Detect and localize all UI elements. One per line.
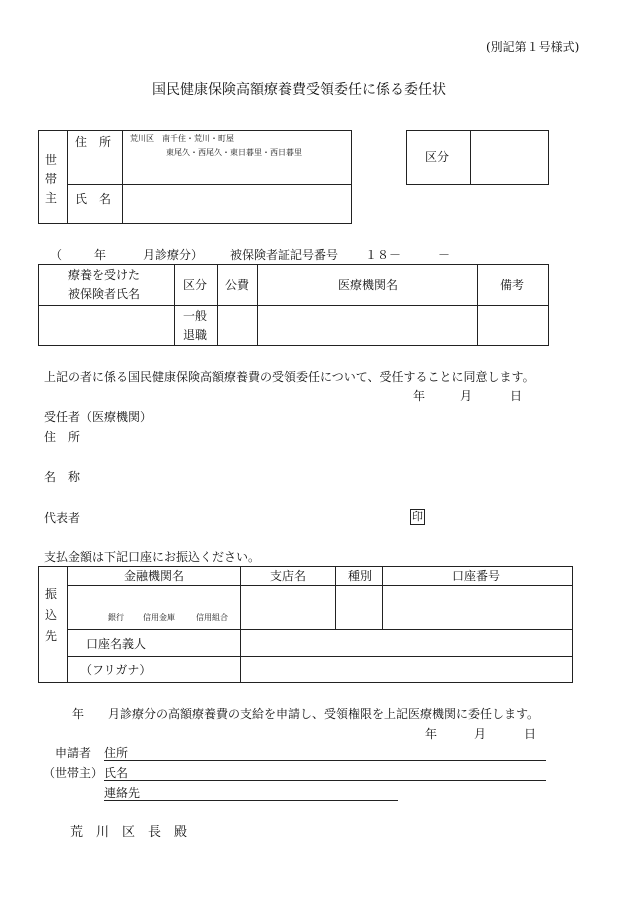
bank-type-bank[interactable]: 銀行 xyxy=(108,613,124,622)
request-date-month: 月 xyxy=(474,727,487,741)
applicant-name-label: 氏名 xyxy=(104,766,129,780)
account-number-header: 口座番号 xyxy=(452,569,501,583)
request-text: 月診療分の高額療養費の支給を申請し、受領権限を上記医療機関に委任します。 xyxy=(108,707,540,721)
address-area-line1: 荒川区 南千住・荒川・町屋 xyxy=(130,134,234,143)
bank-name-header: 金融機関名 xyxy=(124,569,185,583)
treatment-year: 年 xyxy=(94,248,107,262)
insured-name-header-2: 被保険者氏名 xyxy=(68,287,141,301)
category-option-general[interactable]: 一般 xyxy=(183,309,208,323)
applicant-address-label: 住所 xyxy=(104,746,129,760)
page-title: 国民健康保険高額療養費受領委任に係る委任状 xyxy=(152,82,446,98)
branch-name-header: 支店名 xyxy=(270,569,307,583)
treatment-month: 月診療分） xyxy=(143,248,204,262)
insured-name-header-1: 療養を受けた xyxy=(68,268,141,282)
form-number: (別記第１号様式) xyxy=(486,40,580,54)
address-area-line2: 東尾久・西尾久・東日暮里・西日暮里 xyxy=(166,148,302,157)
address-label: 住 所 xyxy=(75,135,112,149)
remarks-header: 備考 xyxy=(500,278,525,292)
category-header: 区分 xyxy=(183,278,208,292)
payment-intro: 支払金額は下記口座にお振込ください。 xyxy=(44,550,261,564)
request-date-year: 年 xyxy=(425,727,438,741)
public-expense-header: 公費 xyxy=(225,278,250,292)
applicant-label: 申請者 xyxy=(55,746,92,760)
category-label: 区分 xyxy=(425,150,450,164)
request-year: 年 xyxy=(72,707,85,721)
insurance-number-label: 被保険者証記号番号 xyxy=(230,248,339,262)
applicant-address-line[interactable] xyxy=(104,760,546,761)
bank-type-credit-union[interactable]: 信用組合 xyxy=(196,613,228,622)
contact-label: 連絡先 xyxy=(104,786,141,800)
account-holder-label: 口座名義人 xyxy=(86,637,147,651)
facility-name-header: 医療機関名 xyxy=(338,278,399,292)
contact-line[interactable] xyxy=(104,800,398,801)
furigana-label: （フリガナ） xyxy=(80,663,152,677)
consent-text: 上記の者に係る国民健康保険高額療養費の受領委任について、受任することに同意します。 xyxy=(44,370,535,384)
request-date-day: 日 xyxy=(524,727,537,741)
household-head-label-1: 世 xyxy=(45,153,58,167)
agent-heading: 受任者（医療機関） xyxy=(44,410,153,424)
household-head-label-2: 帯 xyxy=(45,172,58,186)
consent-date-day: 日 xyxy=(510,389,523,403)
account-type-header: 種別 xyxy=(348,569,373,583)
agent-representative-label: 代表者 xyxy=(44,511,81,525)
transfer-label-1: 振 xyxy=(45,587,58,601)
transfer-label-2: 込 xyxy=(45,608,58,622)
agent-name-label: 名 称 xyxy=(44,470,81,484)
household-head-paren-label: （世帯主） xyxy=(43,766,104,780)
agent-address-label: 住 所 xyxy=(44,430,81,444)
name-label: 氏 名 xyxy=(75,192,112,206)
bank-type-shinkin[interactable]: 信用金庫 xyxy=(143,613,175,622)
transfer-label-3: 先 xyxy=(45,629,58,643)
consent-date-year: 年 xyxy=(413,389,426,403)
insurance-number-prefix: １８－ xyxy=(365,248,402,262)
household-head-label-3: 主 xyxy=(45,191,58,205)
addressee: 荒 川 区 長 殿 xyxy=(70,825,188,840)
treatment-open-paren: （ xyxy=(50,248,63,262)
consent-date-month: 月 xyxy=(460,389,473,403)
applicant-name-line[interactable] xyxy=(104,780,546,781)
insurance-number-dash: － xyxy=(438,248,451,262)
category-option-retired[interactable]: 退職 xyxy=(183,328,208,342)
seal-mark: 印 xyxy=(412,510,423,523)
